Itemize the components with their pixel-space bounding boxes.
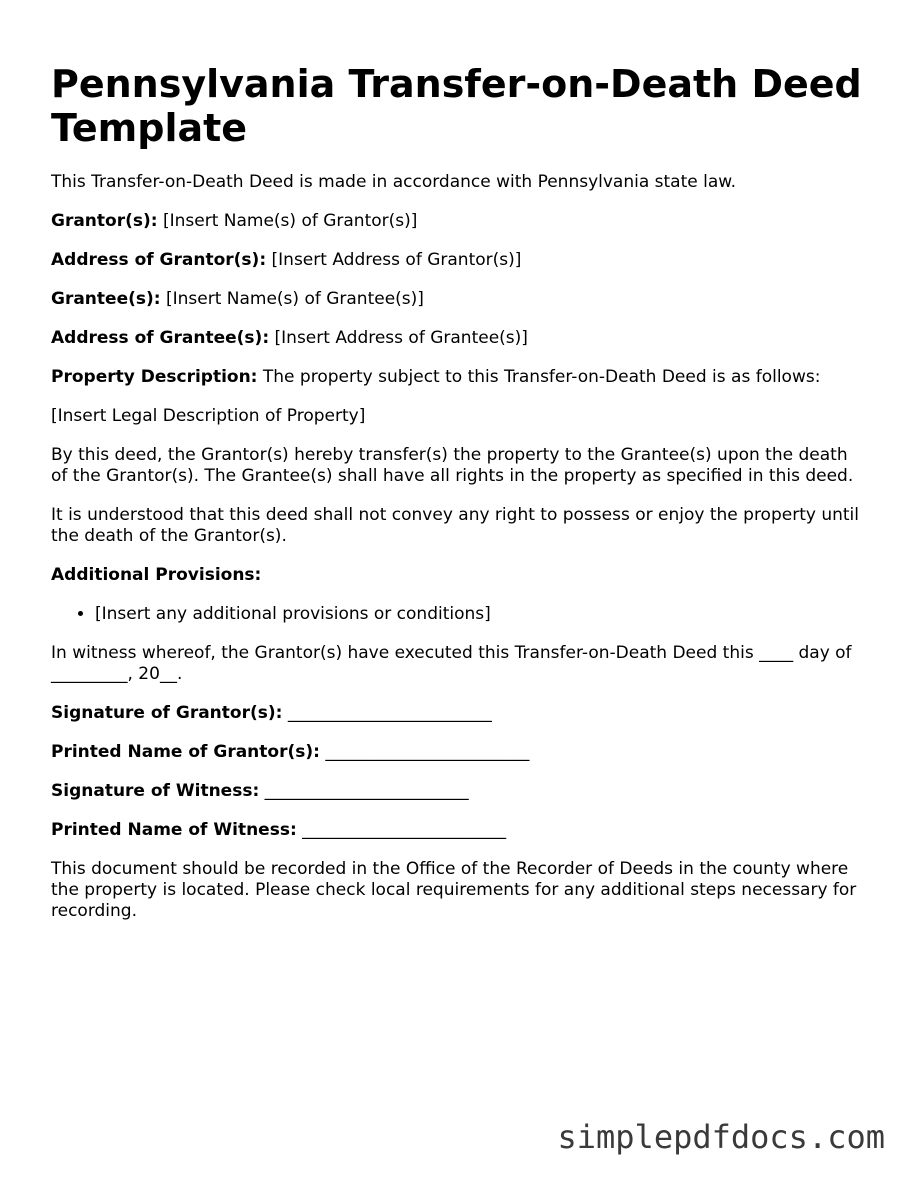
grantee-label: Grantee(s): — [51, 289, 161, 309]
transfer-clause: By this deed, the Grantor(s) hereby transfer(s) the property to the Grantee(s) upon the death of the Grantor(s). The Grantee(s) shall have all rights in the property as specified in this deed. — [51, 445, 854, 486]
property-description-field — [51, 367, 866, 388]
witness-printed-name-line — [51, 820, 866, 841]
intro-paragraph: This Transfer-on-Death Deed is made in accordance with Pennsylvania state law. — [51, 172, 737, 192]
list-item: • [Insert any additional provisions or conditions] — [95, 604, 866, 625]
grantor-value: [Insert Name(s) of Grantor(s)] — [157, 211, 418, 231]
recording-note: This document should be recorded in the Office of the Recorder of Deeds in the county where the property is located. Please check local requirements for any additional steps necessary for recording. — [51, 859, 857, 921]
possession-clause: It is understood that this deed shall not convey any right to possess or enjoy the property until the death of the Grantor(s). — [51, 505, 859, 546]
grantor-address-value: [Insert Address of Grantor(s)] — [266, 250, 522, 270]
grantor-printed-name-blank: ________________________ — [319, 742, 530, 762]
grantor-signature-line — [51, 703, 866, 724]
witness-printed-name-label: Printed Name of Witness: — [51, 820, 297, 840]
grantee-address-value: [Insert Address of Grantee(s)] — [269, 328, 528, 348]
grantee-field — [51, 289, 866, 310]
witness-printed-name-blank: ________________________ — [296, 820, 507, 840]
property-description-label: Property Description: — [51, 367, 258, 387]
grantor-signature-blank: ________________________ — [282, 703, 492, 723]
grantor-printed-name-label: Printed Name of Grantor(s): — [51, 742, 320, 762]
grantee-value: [Insert Name(s) of Grantee(s)] — [160, 289, 424, 309]
witness-signature-line — [51, 781, 866, 802]
page-title: Pennsylvania Transfer-on-Death Deed Template — [51, 62, 862, 150]
additional-provisions-list — [51, 604, 866, 625]
witness-signature-label: Signature of Witness: — [51, 781, 260, 801]
grantor-signature-label: Signature of Grantor(s): — [51, 703, 283, 723]
grantee-address-field — [51, 328, 866, 349]
additional-provisions-heading: Additional Provisions: — [51, 565, 262, 585]
grantee-address-label: Address of Grantee(s): — [51, 328, 270, 348]
grantor-field — [51, 211, 866, 232]
grantor-address-field — [51, 250, 866, 271]
grantor-printed-name-line — [51, 742, 866, 763]
witness-signature-blank: ________________________ — [259, 781, 469, 801]
grantor-label: Grantor(s): — [51, 211, 158, 231]
witness-clause: In witness whereof, the Grantor(s) have executed this Transfer-on-Death Deed this ____ day of _________, 20__. — [51, 643, 852, 684]
document-page — [51, 62, 866, 940]
watermark: simplepdfdocs.com — [557, 1118, 885, 1156]
property-description-value: The property subject to this Transfer-on-Death Deed is as follows: — [257, 367, 821, 387]
legal-description: [Insert Legal Description of Property] — [51, 406, 366, 426]
grantor-address-label: Address of Grantor(s): — [51, 250, 267, 270]
